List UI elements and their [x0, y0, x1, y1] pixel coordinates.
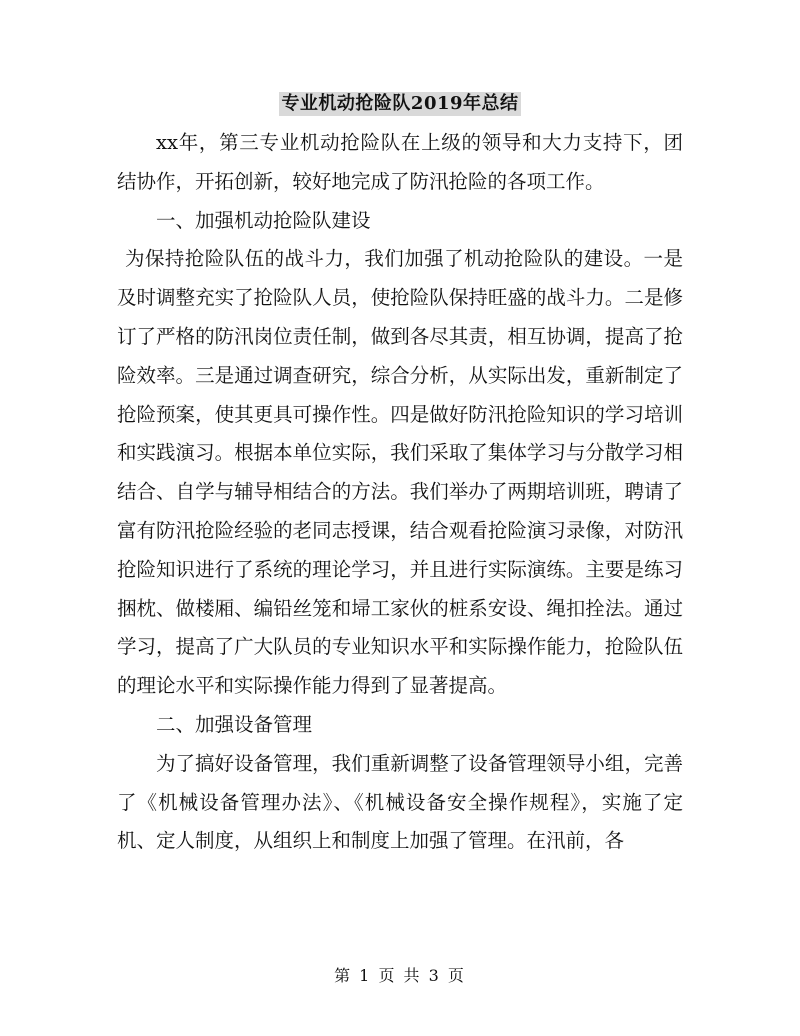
section-heading-2: 二、加强设备管理 [156, 712, 313, 736]
title-container [0, 92, 800, 116]
intro-paragraph: xx年，第三专业机动抢险队在上级的领导和大力支持下，团结协作，开拓创新，较好地完成了防汛抢险的各项工作。 [117, 131, 683, 193]
document-title: 专业机动抢险队2019年总结 [281, 93, 519, 114]
section-2-paragraph: 为了搞好设备管理，我们重新调整了设备管理领导小组，完善了《机械设备管理办法》、《机械设备安全操作规程》，实施了定机、定人制度，从组织上和制度上加强了管理。在汛前，各 [117, 751, 683, 853]
section-1-paragraph: 为保持抢险队伍的战斗力，我们加强了机动抢险队的建设。一是及时调整充实了抢险队人员，使抢险队保持旺盛的战斗力。二是修订了严格的防汛岗位责任制，做到各尽其责，相互协调，提高了抢险效率。三是通过调查研究，综合分析，从实际出发，重新制定了抢险预案，使其更具可操作性。四是做好防汛抢险知识的学习培训和实践演习。根据本单位实际，我们采取了集体学习与分散学习相结合、自学与辅导相结合的方法。我们举办了两期培训班，聘请了富有防汛抢险经验的老同志授课，结合观看抢险演习录像，对防汛抢险知识进行了系统的理论学习，并且进行实际演练。主要是练习捆枕、做楼厢、编铅丝笼和埽工家伙的桩系安设、绳扣拴法。通过学习，提高了广大队员的专业知识水平和实际操作能力，抢险队伍的理论水平和实际操作能力得到了显著提高。 [117, 247, 683, 698]
section-heading-1: 一、加强机动抢险队建设 [156, 208, 371, 232]
document-body [117, 124, 683, 861]
page-footer: 第 1 页 共 3 页 [334, 966, 466, 985]
